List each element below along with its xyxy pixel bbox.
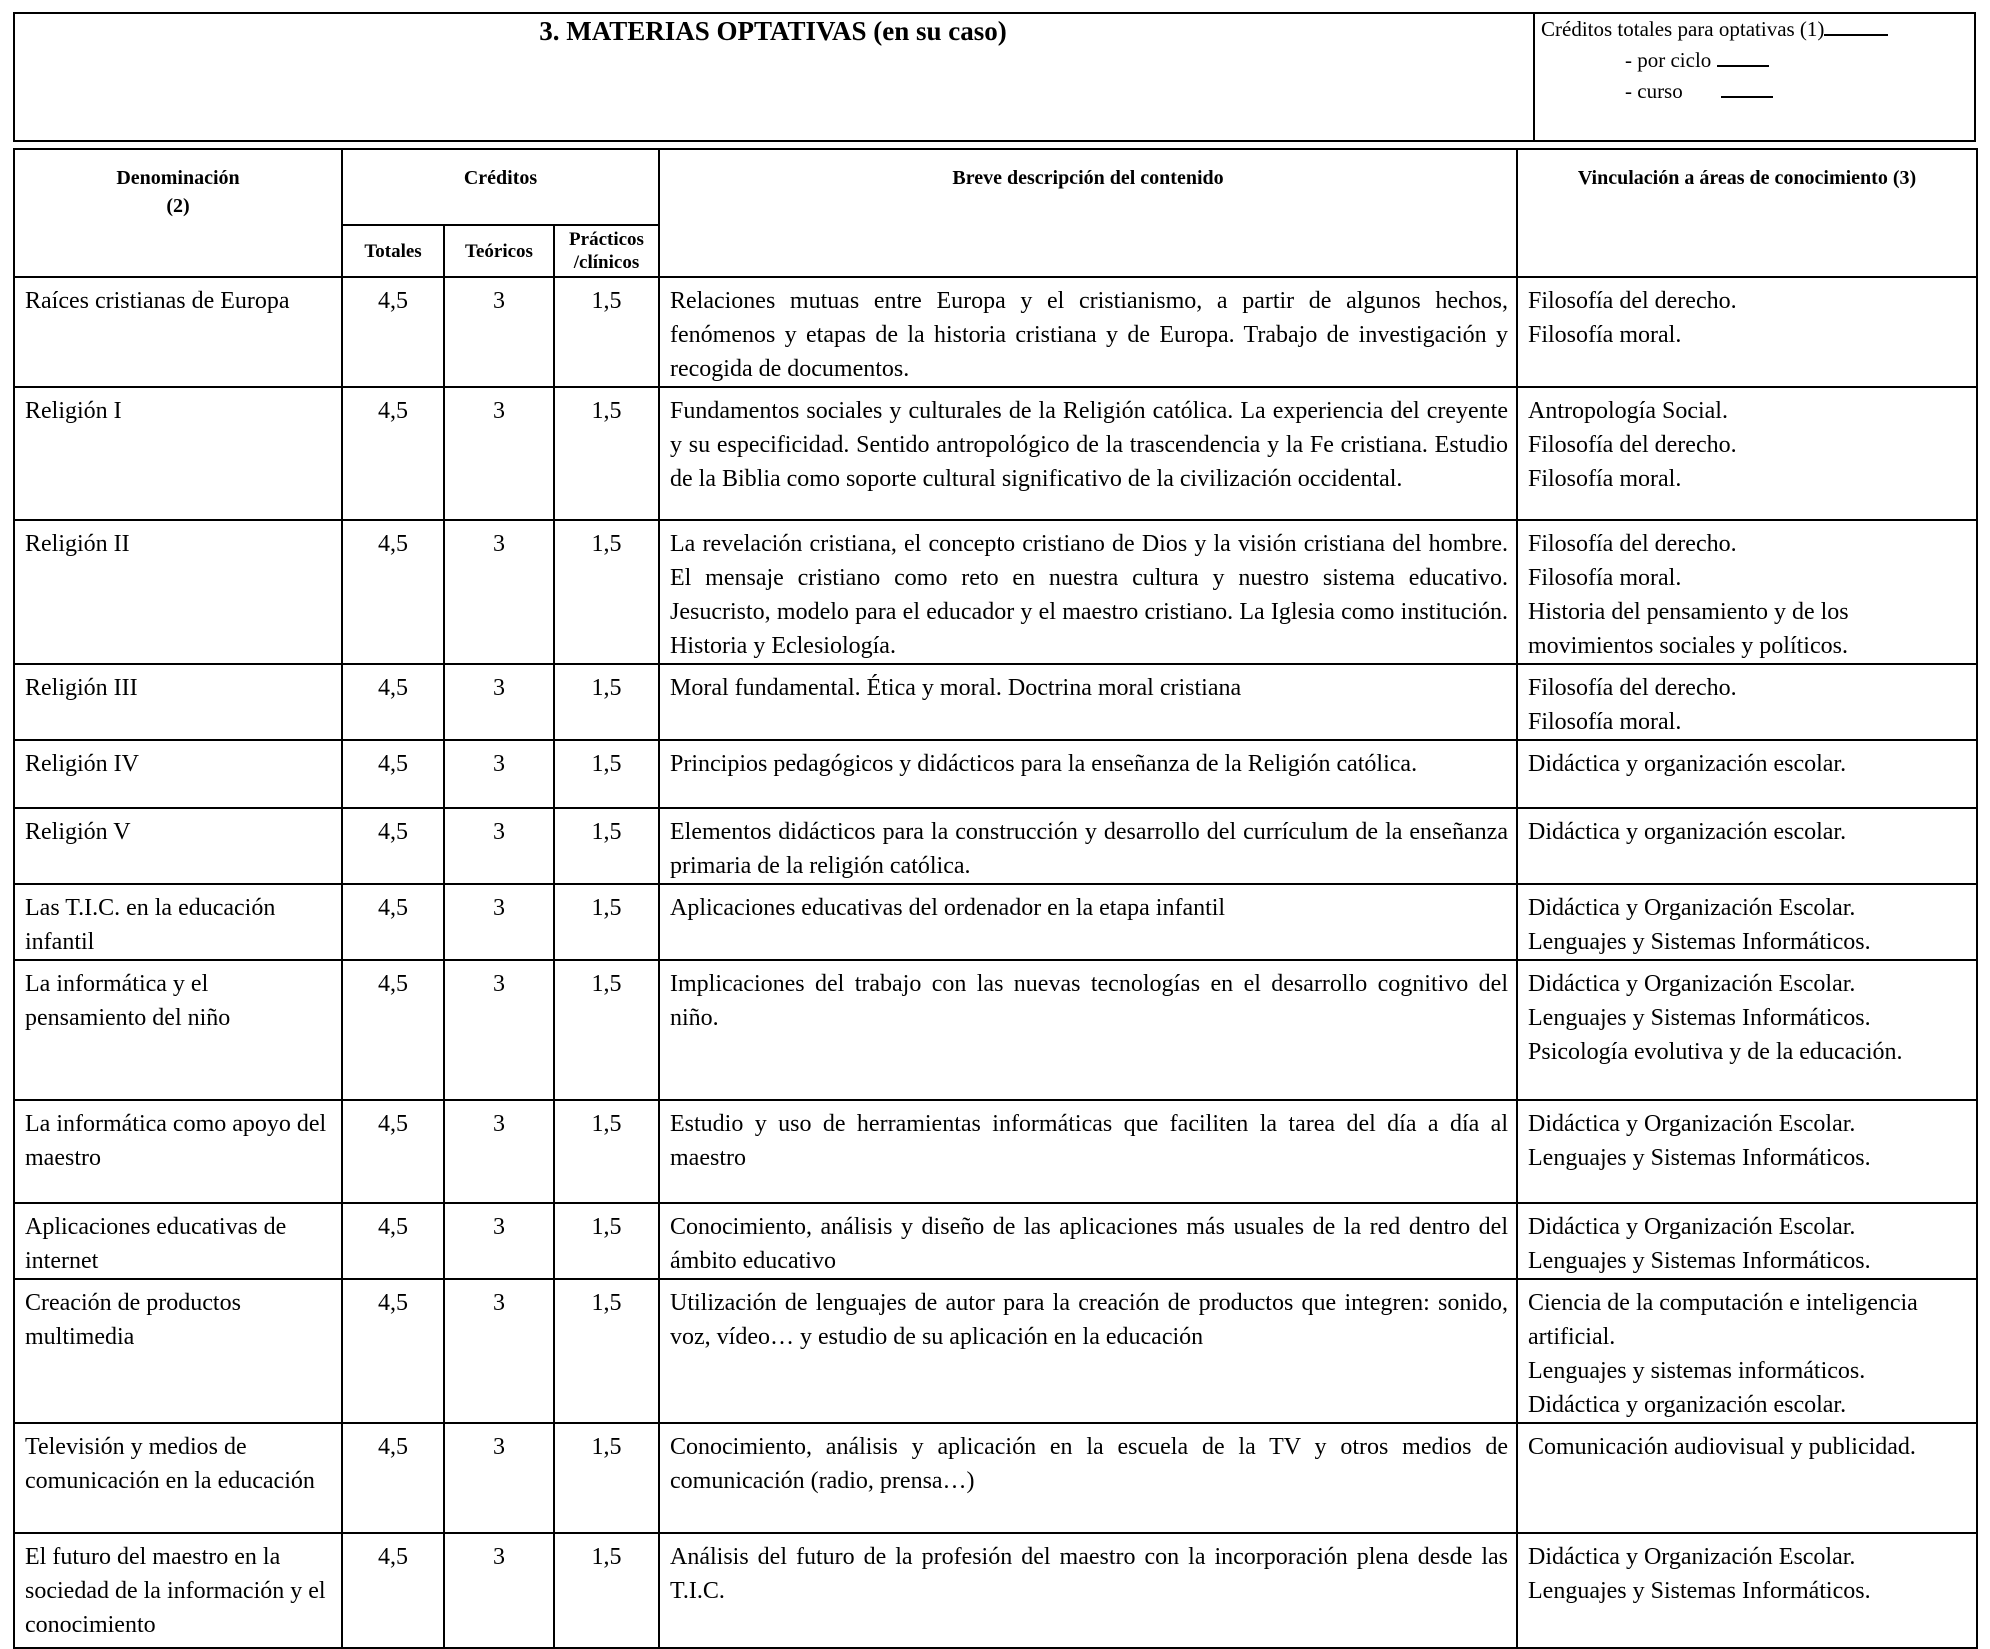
credits-teoricos: 3	[444, 1203, 554, 1279]
subject-description: Conocimiento, análisis y diseño de las aplicaciones más usuales de la red dentro del ámbito educativo	[659, 1203, 1517, 1279]
credits-totales: 4,5	[342, 277, 444, 387]
credits-practicos: 1,5	[554, 884, 659, 960]
col-denomination-ref: (2)	[166, 195, 190, 217]
knowledge-areas	[1517, 1279, 1977, 1423]
credits-teoricos: 3	[444, 1279, 554, 1423]
area-item: Lenguajes y Sistemas Informáticos.	[1528, 1578, 1871, 1604]
header-divider	[1533, 12, 1535, 142]
subject-description: Fundamentos sociales y culturales de la Religión católica. La experiencia del creyente y su especificidad. Sentido antropológico de la trascendencia y la Fe cristiana. Estudio de la Biblia como soporte cultural significativo de la civilización occidental.	[659, 387, 1517, 520]
subject-name: Raíces cristianas de Europa	[14, 277, 342, 387]
subject-description: Principios pedagógicos y didácticos para la enseñanza de la Religión católica.	[659, 740, 1517, 808]
knowledge-areas	[1517, 808, 1977, 884]
table-row	[14, 1203, 1977, 1279]
area-item: Filosofía del derecho.	[1528, 432, 1737, 458]
subject-description: Moral fundamental. Ética y moral. Doctrina moral cristiana	[659, 664, 1517, 740]
credits-practicos: 1,5	[554, 740, 659, 808]
table-row	[14, 884, 1977, 960]
area-item: Lenguajes y Sistemas Informáticos.	[1528, 1248, 1871, 1274]
credits-teoricos: 3	[444, 1423, 554, 1533]
page-title: 3. MATERIAS OPTATIVAS (en su caso)	[539, 16, 1007, 46]
col-denomination-label: Denominación	[116, 167, 240, 189]
area-item: Didáctica y Organización Escolar.	[1528, 895, 1856, 921]
credits-totales: 4,5	[342, 884, 444, 960]
document-sheet	[13, 12, 1976, 1638]
area-item: Lenguajes y Sistemas Informáticos.	[1528, 929, 1871, 955]
credits-totales: 4,5	[342, 1423, 444, 1533]
table-row	[14, 1279, 1977, 1423]
per-course-label: - curso	[1625, 79, 1683, 103]
col-practicos: Prácticos /clínicos	[554, 225, 659, 277]
area-item: Filosofía del derecho.	[1528, 531, 1737, 557]
area-item: Didáctica y Organización Escolar.	[1528, 1111, 1856, 1137]
subject-description: Implicaciones del trabajo con las nuevas tecnologías en el desarrollo cognitivo del niño.	[659, 960, 1517, 1100]
per-course-line	[1541, 76, 1971, 107]
credits-practicos: 1,5	[554, 1533, 659, 1648]
col-denomination	[14, 149, 342, 277]
col-credits: Créditos	[342, 149, 659, 225]
subject-name: La informática y el pensamiento del niño	[14, 960, 342, 1100]
credits-practicos: 1,5	[554, 1423, 659, 1533]
per-cycle-blank	[1717, 49, 1769, 67]
subject-name: La informática como apoyo del maestro	[14, 1100, 342, 1203]
knowledge-areas	[1517, 277, 1977, 387]
credits-totales: 4,5	[342, 664, 444, 740]
subject-name: Religión II	[14, 520, 342, 664]
col-teoricos: Teóricos	[444, 225, 554, 277]
knowledge-areas	[1517, 664, 1977, 740]
area-item: Antropología Social.	[1528, 398, 1728, 424]
credits-teoricos: 3	[444, 1100, 554, 1203]
knowledge-areas	[1517, 387, 1977, 520]
knowledge-areas	[1517, 1100, 1977, 1203]
credits-practicos: 1,5	[554, 1203, 659, 1279]
table-row	[14, 1423, 1977, 1533]
subject-description: Elementos didácticos para la construcción y desarrollo del currículum de la enseñanza primaria de la religión católica.	[659, 808, 1517, 884]
credits-practicos: 1,5	[554, 1100, 659, 1203]
per-cycle-label: - por ciclo	[1625, 48, 1712, 72]
subject-name: Creación de productos multimedia	[14, 1279, 342, 1423]
credits-teoricos: 3	[444, 277, 554, 387]
area-item: Didáctica y Organización Escolar.	[1528, 971, 1856, 997]
credits-practicos: 1,5	[554, 808, 659, 884]
subject-description: Estudio y uso de herramientas informáticas que faciliten la tarea del día a día al maestro	[659, 1100, 1517, 1203]
table-row	[14, 387, 1977, 520]
credits-totales: 4,5	[342, 740, 444, 808]
credits-practicos: 1,5	[554, 277, 659, 387]
table-header	[14, 149, 1977, 277]
area-item: Lenguajes y Sistemas Informáticos.	[1528, 1005, 1871, 1031]
area-item: Psicología evolutiva y de la educación.	[1528, 1039, 1903, 1065]
subject-name: Religión I	[14, 387, 342, 520]
area-item: Lenguajes y sistemas informáticos.	[1528, 1358, 1866, 1384]
col-totales: Totales	[342, 225, 444, 277]
knowledge-areas	[1517, 1533, 1977, 1648]
subject-name: Religión V	[14, 808, 342, 884]
credits-teoricos: 3	[444, 740, 554, 808]
area-item: Historia del pensamiento y de los movimientos sociales y políticos.	[1528, 599, 1849, 659]
credits-practicos: 1,5	[554, 387, 659, 520]
credits-practicos: 1,5	[554, 1279, 659, 1423]
per-course-blank	[1721, 80, 1773, 98]
area-item: Filosofía del derecho.	[1528, 288, 1737, 314]
area-item: Didáctica y organización escolar.	[1528, 751, 1847, 777]
knowledge-areas	[1517, 1203, 1977, 1279]
table-body	[14, 277, 1977, 1648]
credits-totales: 4,5	[342, 1533, 444, 1648]
col-description: Breve descripción del contenido	[659, 149, 1517, 277]
credits-total-label: Créditos totales para optativas (1)	[1541, 17, 1825, 41]
subject-description: Conocimiento, análisis y aplicación en la escuela de la TV y otros medios de comunicación (radio, prensa…)	[659, 1423, 1517, 1533]
credits-total-line	[1541, 14, 1971, 45]
subjects-table	[13, 148, 1978, 1649]
credits-practicos: 1,5	[554, 960, 659, 1100]
area-item: Filosofía moral.	[1528, 322, 1682, 348]
area-item: Filosofía del derecho.	[1528, 675, 1737, 701]
subject-description: Relaciones mutuas entre Europa y el cristianismo, a partir de algunos hechos, fenómenos y etapas de la historia cristiana y de Europa. Trabajo de investigación y recogida de documentos.	[659, 277, 1517, 387]
area-item: Lenguajes y Sistemas Informáticos.	[1528, 1145, 1871, 1171]
subject-name: Televisión y medios de comunicación en la educación	[14, 1423, 342, 1533]
table-row	[14, 808, 1977, 884]
table-row	[14, 277, 1977, 387]
credits-teoricos: 3	[444, 387, 554, 520]
subject-name: Religión IV	[14, 740, 342, 808]
area-item: Filosofía moral.	[1528, 466, 1682, 492]
table-row	[14, 960, 1977, 1100]
credits-practicos: 1,5	[554, 520, 659, 664]
subject-name: Las T.I.C. en la educación infantil	[14, 884, 342, 960]
credits-totales: 4,5	[342, 1279, 444, 1423]
credits-totales: 4,5	[342, 387, 444, 520]
credits-teoricos: 3	[444, 960, 554, 1100]
table-row	[14, 520, 1977, 664]
area-item: Ciencia de la computación e inteligencia artificial.	[1528, 1290, 1918, 1350]
credits-teoricos: 3	[444, 664, 554, 740]
credits-totales: 4,5	[342, 1203, 444, 1279]
area-item: Didáctica y organización escolar.	[1528, 1392, 1847, 1418]
table-row	[14, 664, 1977, 740]
subject-name: El futuro del maestro en la sociedad de la información y el conocimiento	[14, 1533, 342, 1648]
credits-teoricos: 3	[444, 520, 554, 664]
credits-total-blank	[1824, 18, 1888, 36]
subject-description: Utilización de lenguajes de autor para la creación de productos que integren: sonido, voz, vídeo… y estudio de su aplicación en la educación	[659, 1279, 1517, 1423]
knowledge-areas	[1517, 1423, 1977, 1533]
table-row	[14, 1533, 1977, 1648]
per-cycle-line	[1541, 45, 1971, 76]
knowledge-areas	[1517, 960, 1977, 1100]
credits-teoricos: 3	[444, 808, 554, 884]
area-item: Comunicación audiovisual y publicidad.	[1528, 1434, 1916, 1460]
subject-description: Aplicaciones educativas del ordenador en la etapa infantil	[659, 884, 1517, 960]
col-areas: Vinculación a áreas de conocimiento (3)	[1517, 149, 1977, 277]
area-item: Didáctica y Organización Escolar.	[1528, 1214, 1856, 1240]
credits-summary	[1541, 14, 1971, 107]
subject-description: Análisis del futuro de la profesión del maestro con la incorporación plena desde las T.I.C.	[659, 1533, 1517, 1648]
credits-totales: 4,5	[342, 1100, 444, 1203]
table-row	[14, 1100, 1977, 1203]
credits-teoricos: 3	[444, 1533, 554, 1648]
area-item: Filosofía moral.	[1528, 565, 1682, 591]
credits-totales: 4,5	[342, 960, 444, 1100]
credits-totales: 4,5	[342, 808, 444, 884]
knowledge-areas	[1517, 884, 1977, 960]
area-item: Filosofía moral.	[1528, 709, 1682, 735]
credits-practicos: 1,5	[554, 664, 659, 740]
knowledge-areas	[1517, 740, 1977, 808]
credits-teoricos: 3	[444, 884, 554, 960]
subject-name: Aplicaciones educativas de internet	[14, 1203, 342, 1279]
table-row	[14, 740, 1977, 808]
subject-name: Religión III	[14, 664, 342, 740]
credits-totales: 4,5	[342, 520, 444, 664]
knowledge-areas	[1517, 520, 1977, 664]
subject-description: La revelación cristiana, el concepto cristiano de Dios y la visión cristiana del hombre. El mensaje cristiano como reto en nuestra cultura y nuestro sistema educativo. Jesucristo, modelo para el educador y el maestro cristiano. La Iglesia como institución. Historia y Eclesiología.	[659, 520, 1517, 664]
area-item: Didáctica y organización escolar.	[1528, 819, 1847, 845]
area-item: Didáctica y Organización Escolar.	[1528, 1544, 1856, 1570]
